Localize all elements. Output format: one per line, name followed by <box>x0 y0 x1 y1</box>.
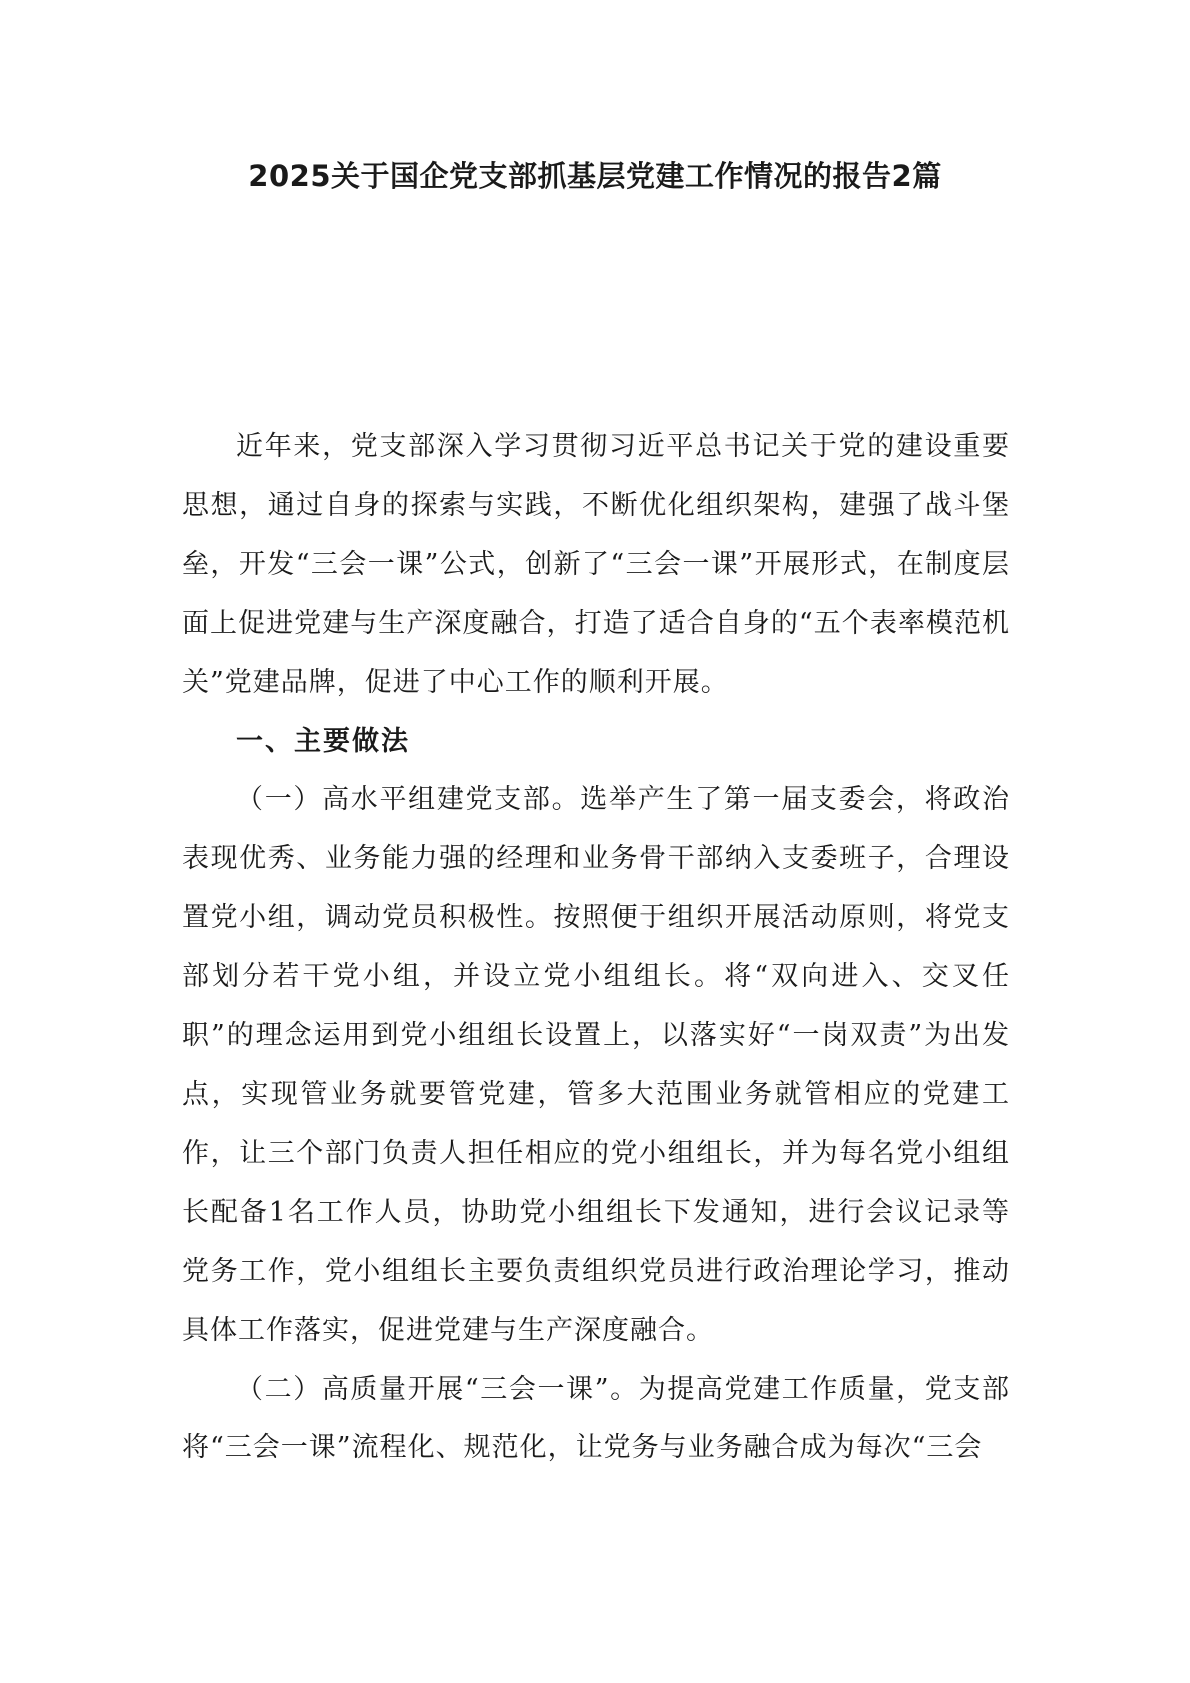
paragraph-party-branch-organization: （一）高水平组建党支部。选举产生了第一届支委会，将政治表现优秀、业务能力强的经理和业务骨干部纳入支委班子，合理设置党小组，调动党员积极性。按照便于组织开展活动原则，将党支部划分若干党小组，并设立党小组组长。将“双向进入、交叉任职”的理念运用到党小组组长设置上，以落实好“一岗双责”为出发点，实现管业务就要管党建，管多大范围业务就管相应的党建工作，让三个部门负责人担任相应的党小组组长，并为每名党小组组长配备1名工作人员，协助党小组组长下发通知，进行会议记录等党务工作，党小组组长主要负责组织党员进行政治理论学习，推动具体工作落实，促进党建与生产深度融合。 <box>182 784 1010 1346</box>
document-body <box>182 418 1010 1478</box>
intro-paragraph: 近年来，党支部深入学习贯彻习近平总书记关于党的建设重要思想，通过自身的探索与实践，不断优化组织架构，建强了战斗堡垒，开发“三会一课”公式，创新了“三会一课”开展形式，在制度层面上促进党建与生产深度融合，打造了适合自身的“五个表率模范机关”党建品牌，促进了中心工作的顺利开展。 <box>182 431 1010 698</box>
section-heading-main-practices: 一、主要做法 <box>236 725 410 757</box>
paragraph-three-meetings-one-lesson: （二）高质量开展“三会一课”。为提高党建工作质量，党支部将“三会一课”流程化、规范化，让党务与业务融合成为每次“三会 <box>182 1373 1010 1464</box>
document-title: 2025关于国企党支部抓基层党建工作情况的报告2篇 <box>248 159 942 193</box>
